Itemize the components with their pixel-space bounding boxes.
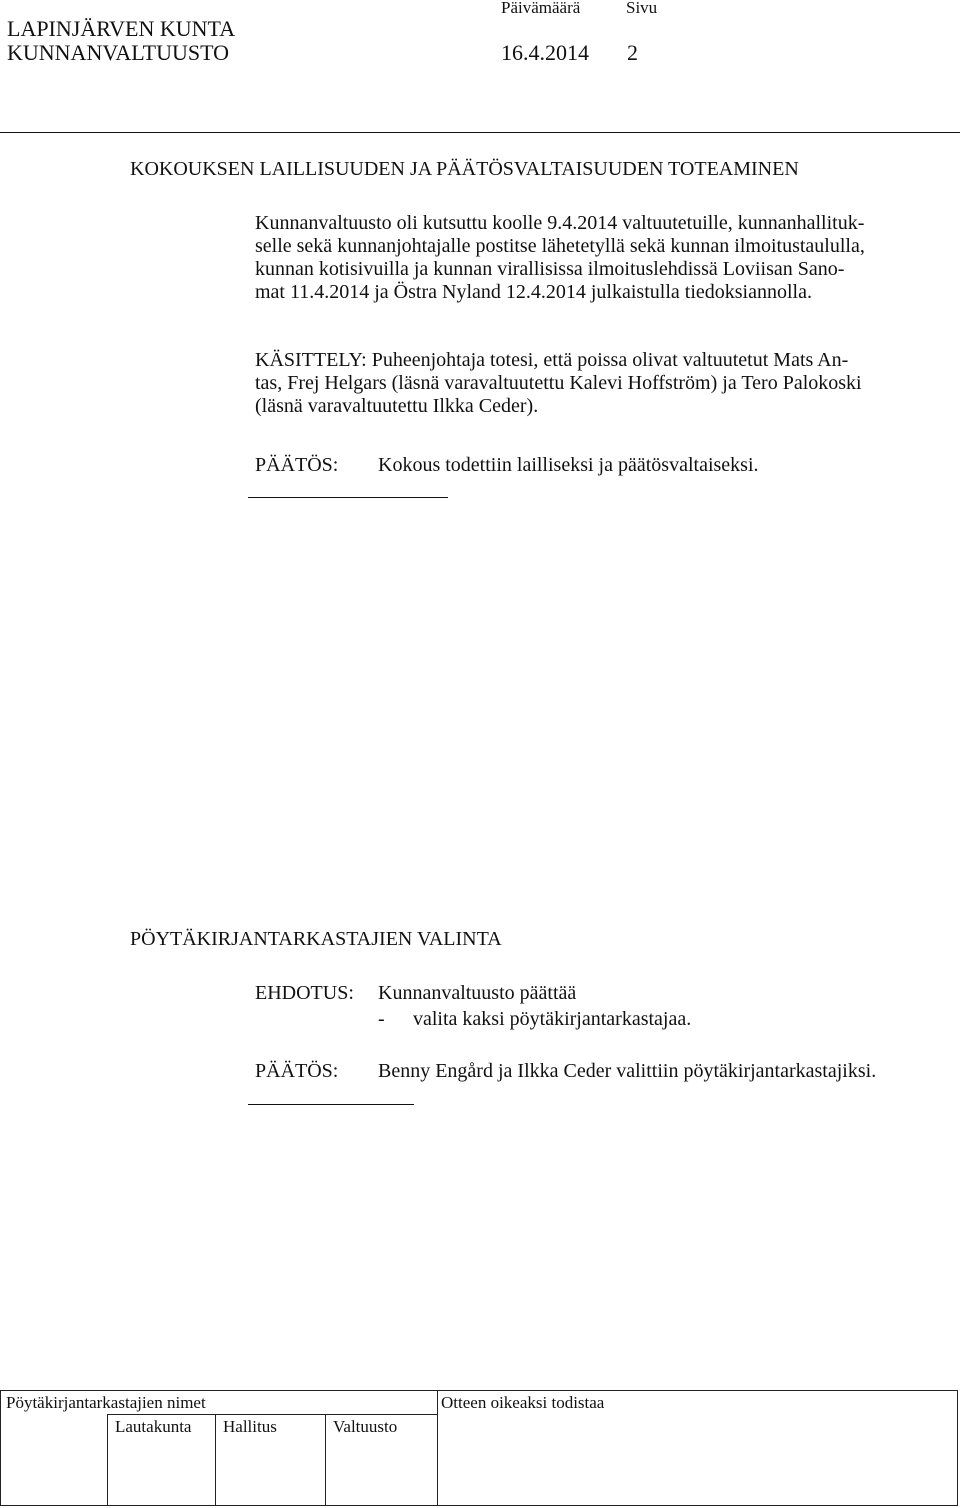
proposal-label: EHDOTUS:	[255, 982, 354, 1004]
intro-line: kunnan kotisivuilla ja kunnan virallisissa ilmoituslehdissä Loviisan Sano-	[255, 258, 845, 280]
kasittely-paragraph	[255, 349, 955, 418]
proposal-item: valita kaksi pöytäkirjantarkastajaa.	[413, 1008, 692, 1030]
org-name: LAPINJÄRVEN KUNTA	[7, 16, 236, 41]
section-end-rule-1	[248, 497, 448, 498]
footer-col-lautakunta: Lautakunta	[115, 1417, 192, 1436]
decision-text-2: Benny Engård ja Ilkka Ceder valittiin pöytäkirjantarkastajiksi.	[378, 1060, 877, 1082]
footer-inspectors-label: Pöytäkirjantarkastajien nimet	[6, 1393, 206, 1412]
decision-label-1: PÄÄTÖS:	[255, 454, 339, 476]
date-label: Päivämäärä	[501, 0, 581, 17]
footer-inner-rule	[107, 1414, 437, 1415]
proposal-item-dash: -	[378, 1008, 385, 1030]
intro-line: selle sekä kunnanjohtajalle postitse lähetetyllä sekä kunnan ilmoitustaululla,	[255, 235, 865, 257]
footer-col-divider	[437, 1390, 438, 1506]
footer-col-valtuusto: Valtuusto	[333, 1417, 398, 1436]
footer-col-divider	[107, 1414, 108, 1506]
intro-paragraph	[255, 212, 955, 304]
body-name: KUNNANVALTUUSTO	[7, 40, 230, 65]
proposal-text: Kunnanvaltuusto päättää	[378, 982, 577, 1004]
page-label: Sivu	[626, 0, 658, 17]
intro-line: Kunnanvaltuusto oli kutsuttu koolle 9.4.2014 valtuutetuille, kunnanhallituk-	[255, 212, 865, 234]
footer-col-divider	[325, 1414, 326, 1506]
kasittely-line: KÄSITTELY: Puheenjohtaja totesi, että poissa olivat valtuutetut Mats An-	[255, 349, 849, 371]
kasittely-line: tas, Frej Helgars (läsnä varavaltuutettu Kalevi Hoffström) ja Tero Palokoski	[255, 372, 862, 394]
footer-certified-label: Otteen oikeaksi todistaa	[441, 1393, 605, 1412]
document-date: 16.4.2014	[501, 40, 589, 65]
section-title-inspectors: PÖYTÄKIRJANTARKASTAJIEN VALINTA	[130, 928, 502, 950]
section-end-rule-2	[248, 1104, 414, 1105]
footer-col-divider	[215, 1414, 216, 1506]
kasittely-line: (läsnä varavaltuutettu Ilkka Ceder).	[255, 395, 539, 417]
decision-label-2: PÄÄTÖS:	[255, 1060, 339, 1082]
page-number: 2	[627, 40, 638, 65]
header-divider	[0, 132, 960, 133]
decision-text-1: Kokous todettiin lailliseksi ja päätösvaltaiseksi.	[378, 454, 759, 476]
intro-line: mat 11.4.2014 ja Östra Nyland 12.4.2014 julkaistulla tiedoksiannolla.	[255, 281, 812, 303]
section-title-meeting-legality: KOKOUKSEN LAILLISUUDEN JA PÄÄTÖSVALTAISUUDEN TOTEAMINEN	[130, 158, 799, 180]
footer-col-hallitus: Hallitus	[223, 1417, 277, 1436]
